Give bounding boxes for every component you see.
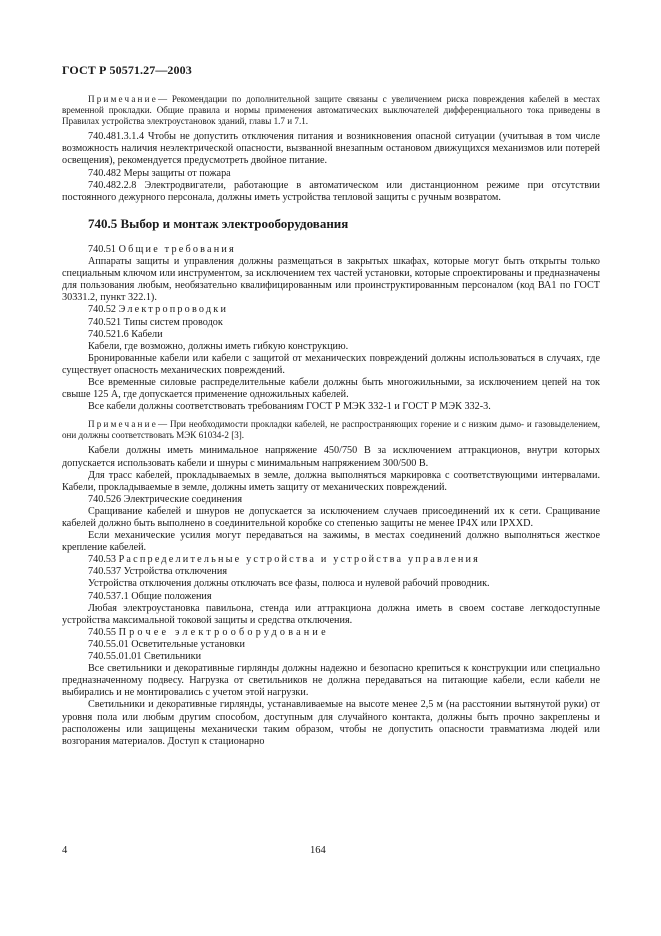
note xyxy=(62,94,600,127)
paragraph: Любая электроустановка павильона, стенда или аттракциона должна иметь в своем составе легкодоступные устройства максимальной токовой защиты и средства отключения. xyxy=(62,602,600,626)
note xyxy=(62,419,600,441)
subsection-heading xyxy=(62,304,600,316)
paragraph: 740.482.2.8 Электродвигатели, работающие в автоматическом или дистанционном режиме при отсутствии постоянного дежурного персонала, должны иметь устройства тепловой защиты с ручным возвратом. xyxy=(62,179,600,203)
note-label: Примечание xyxy=(88,94,158,104)
paragraph: 740.537.1 Общие положения xyxy=(88,590,212,602)
paragraph: 740.537 Устройства отключения xyxy=(88,566,228,578)
note-text: — При необходимости прокладки кабелей, не распространяющих горение и с низким дымо- и газовыделением, они должны соответствовать МЭК 61034-2 [3]. xyxy=(62,419,600,441)
page-number-left: 4 xyxy=(62,845,68,856)
paragraph: Кабели должны иметь минимальное напряжение 450/750 В за исключением аттракционов, внутри которых допускается использовать кабели и шнуры с минимальным напряжением 300/500 В. xyxy=(62,445,600,469)
subsection-title: Распределительные устройства и устройства управления xyxy=(118,554,481,566)
paragraph: Аппараты защиты и управления должны размещаться в закрытых шкафах, которые могут быть открыты только специальным ключом или инструментом, за исключением тех частей установки, которые спроектированы и предназначены для пользования любым, необязательно квалифицированным или проинструктированным персоналом (код ВА1 по ГОСТ 30331.2, пункт 322.1). xyxy=(62,256,600,304)
paragraph: Светильники и декоративные гирлянды, устанавливаемые на высоте менее 2,5 м (на расстоянии вытянутой руки) от уровня пола или любым другим способом, доступным для случайного контакта, должны быть прочно закреплены и расположены или защищены механически таким образом, чтобы не допустить опасности травматизма людей или возгорания материалов. Доступ к стационарно xyxy=(62,699,600,747)
paragraph: Сращивание кабелей и шнуров не допускается за исключением случаев присоединений их к сети. Сращивание кабелей должно быть выполнено в соединительной коробке со степенью защиты не менее IP4X или IPXXD. xyxy=(62,505,600,529)
subsection-number: 740.55 xyxy=(88,626,117,638)
document-body xyxy=(62,94,600,748)
note-text: — Рекомендации по дополнительной защите связаны с увеличением риска повреждения кабелей в местах временной прокладки. Общие правила и нормы применения автоматических выключателей дифференциального тока приведены в Правилах устройства электроустановок зданий, главы 1.7 и 7.1. xyxy=(62,94,600,127)
subsection-number: 740.51 xyxy=(88,243,117,255)
subsection-title: Прочее электрооборудование xyxy=(118,626,329,638)
paragraph: 740.526 Электрические соединения xyxy=(88,493,243,505)
subsection-number: 740.53 xyxy=(88,554,117,566)
paragraph: Если механические усилия могут передаваться на зажимы, в местах соединений должно выполняться жесткое крепление кабелей. xyxy=(62,530,600,554)
subsection-number: 740.52 xyxy=(88,304,117,316)
document-header: ГОСТ Р 50571.27—2003 xyxy=(62,63,192,77)
paragraph: Все кабели должны соответствовать требованиям ГОСТ Р МЭК 332-1 и ГОСТ Р МЭК 332-3. xyxy=(88,401,491,413)
paragraph: 740.481.3.1.4 Чтобы не допустить отключения питания и возникновения опасной ситуации (учитывая в том числе возможность наличия неэлектрической опасности, вызванной внезапным остановом движущихся механизмов или потерей освещения), рекомендуется предусмотреть двойное питание. xyxy=(62,131,600,167)
section-heading: 740.5 Выбор и монтаж электрооборудования xyxy=(88,215,349,231)
paragraph: 740.55.01.01 Светильники xyxy=(88,651,202,663)
paragraph: Все временные силовые распределительные кабели должны быть многожильными, за исключением цепей на ток свыше 125 А, где допускается применение одножильных кабелей. xyxy=(62,376,600,401)
subsection-heading xyxy=(62,554,600,566)
paragraph: 740.521 Типы систем проводок xyxy=(88,316,223,328)
subsection-heading xyxy=(62,244,600,256)
paragraph: Бронированные кабели или кабели с защитой от механических повреждений должны использоваться в случаях, где существует опасность механических повреждений. xyxy=(62,352,600,376)
paragraph: Все светильники и декоративные гирлянды должны надежно и безопасно крепиться к конструкции или специально предназначенному подвесу. Нагрузка от светильников не должна передаваться на питающие кабели, если кабели не выбирались и не монтировались с учетом этой нагрузки. xyxy=(62,663,600,699)
subsection-title: Общие требования xyxy=(118,243,236,255)
note-label: Примечание xyxy=(88,419,158,430)
page-number-center: 164 xyxy=(310,845,326,856)
subsection-heading xyxy=(62,627,600,639)
paragraph: 740.482 Меры защиты от пожара xyxy=(88,167,231,179)
paragraph: Кабели, где возможно, должны иметь гибкую конструкцию. xyxy=(88,340,349,352)
subsection-title: Электропроводки xyxy=(118,304,229,316)
paragraph: Устройства отключения должны отключать все фазы, полюса и нулевой рабочий проводник. xyxy=(88,578,490,590)
paragraph: 740.521.6 Кабели xyxy=(88,328,163,340)
paragraph: 740.55.01 Осветительные установки xyxy=(88,638,245,650)
paragraph: Для трасс кабелей, прокладываемых в земле, должна выполняться маркировка с соответствующими интервалами. Кабели, прокладываемые в земле, должны иметь защиту от механических повреждений. xyxy=(62,469,600,493)
